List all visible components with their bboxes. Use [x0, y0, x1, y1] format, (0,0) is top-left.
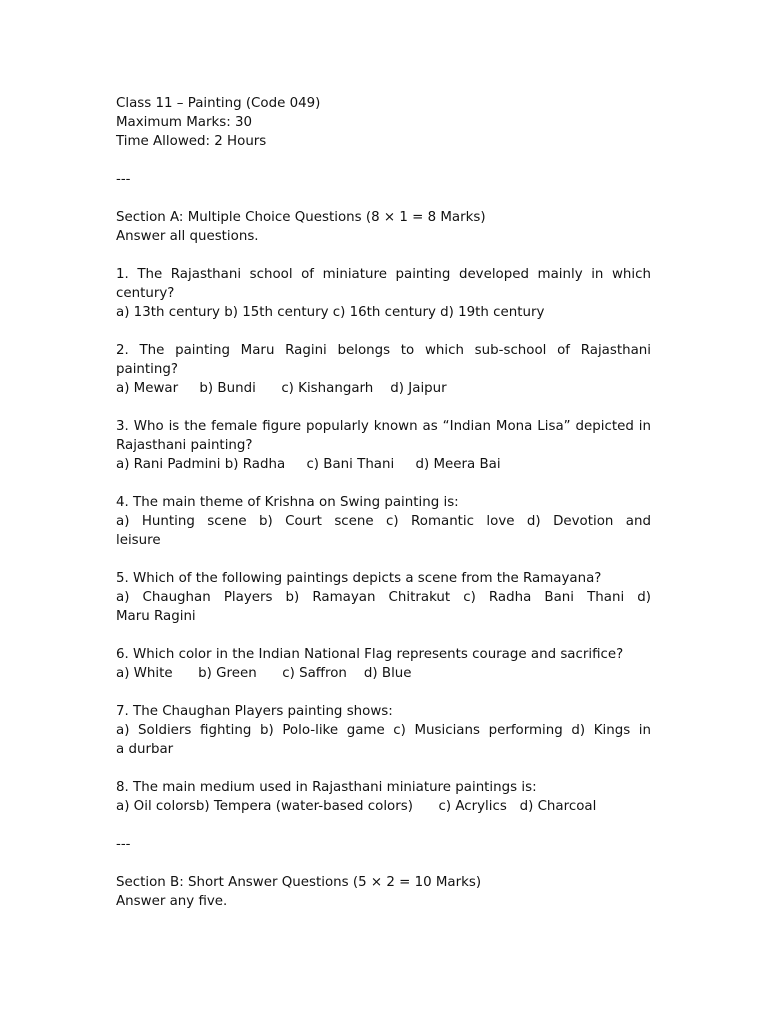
question-7-line1: 7. The Chaughan Players painting shows:: [116, 704, 393, 719]
paper-title: Class 11 – Painting (Code 049): [116, 96, 321, 111]
spacer: [116, 322, 651, 341]
question-4-options-cont: leisure: [116, 533, 161, 548]
section-a-heading: Section A: Multiple Choice Questions (8 × 1 = 8 Marks): [116, 210, 486, 225]
question-5-options: a) Chaughan Players b) Ramayan Chitrakut c) Radha Bani Thani d): [116, 590, 651, 605]
question-8-options: a) Oil colorsb) Tempera (water-based colors) c) Acrylics d) Charcoal: [116, 799, 597, 814]
question-4-options: a) Hunting scene b) Court scene c) Romantic love d) Devotion and: [116, 514, 651, 529]
question-3-line1: 3. Who is the female figure popularly known as “Indian Mona Lisa” depicted in: [116, 419, 651, 434]
question-6-line1: 6. Which color in the Indian National Flag represents courage and sacrifice?: [116, 647, 624, 662]
question-1-line1: 1. The Rajasthani school of miniature painting developed mainly in which: [116, 267, 651, 282]
question-5-options-cont: Maru Ragini: [116, 609, 196, 624]
max-marks: Maximum Marks: 30: [116, 115, 253, 130]
question-4-line1: 4. The main theme of Krishna on Swing painting is:: [116, 495, 459, 510]
time-allowed: Time Allowed: 2 Hours: [116, 134, 267, 149]
question-1-line2: century?: [116, 286, 175, 301]
question-8-line1: 8. The main medium used in Rajasthani miniature paintings is:: [116, 780, 537, 795]
question-2-line1: 2. The painting Maru Ragini belongs to which sub-school of Rajasthani: [116, 343, 651, 358]
spacer: [116, 683, 651, 702]
spacer: [116, 759, 651, 778]
question-3-options: a) Rani Padmini b) Radha c) Bani Thani d) Meera Bai: [116, 457, 501, 472]
document-body: [116, 94, 651, 911]
spacer: [116, 816, 651, 835]
spacer: [116, 550, 651, 569]
question-7-options: a) Soldiers fighting b) Polo-like game c) Musicians performing d) Kings in: [116, 723, 651, 738]
question-7-options-cont: a durbar: [116, 742, 174, 757]
spacer: [116, 189, 651, 208]
spacer: [116, 474, 651, 493]
question-5-line1: 5. Which of the following paintings depicts a scene from the Ramayana?: [116, 571, 602, 586]
question-2-options: a) Mewar b) Bundi c) Kishangarh d) Jaipur: [116, 381, 447, 396]
question-1-options: a) 13th century b) 15th century c) 16th century d) 19th century: [116, 305, 545, 320]
separator: ---: [116, 172, 131, 187]
question-6-options: a) White b) Green c) Saffron d) Blue: [116, 666, 412, 681]
question-2-line2: painting?: [116, 362, 178, 377]
separator: ---: [116, 837, 131, 852]
section-b-heading: Section B: Short Answer Questions (5 × 2 = 10 Marks): [116, 875, 482, 890]
spacer: [116, 246, 651, 265]
question-3-line2: Rajasthani painting?: [116, 438, 253, 453]
spacer: [116, 398, 651, 417]
spacer: [116, 626, 651, 645]
spacer: [116, 854, 651, 873]
section-b-instruction: Answer any five.: [116, 894, 228, 909]
section-a-instruction: Answer all questions.: [116, 229, 259, 244]
spacer: [116, 151, 651, 170]
